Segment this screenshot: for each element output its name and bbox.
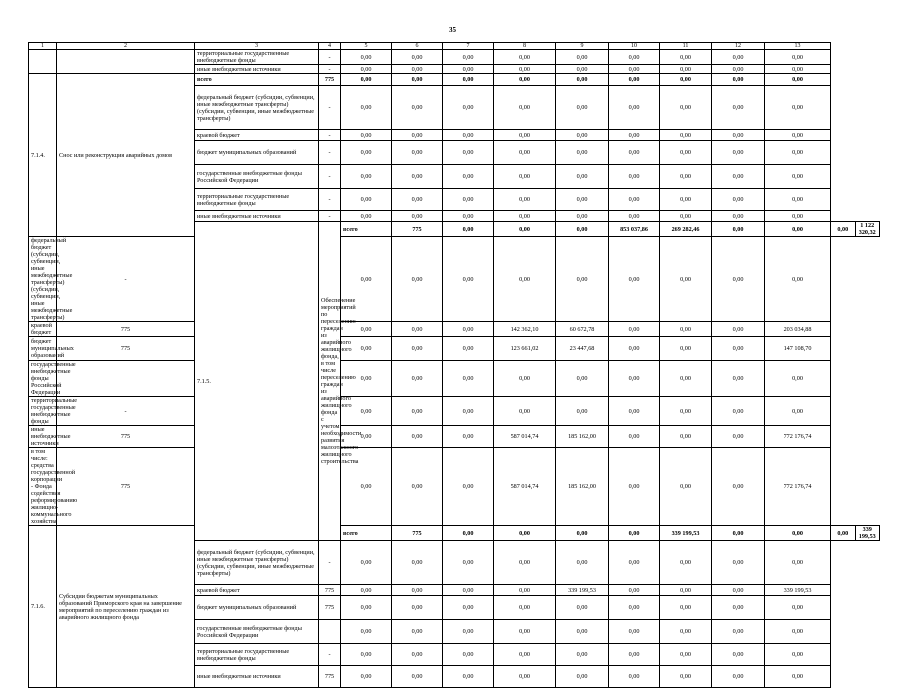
amount-cell: 0,00 bbox=[831, 526, 856, 541]
amount-cell: 0,00 bbox=[494, 620, 556, 644]
amount-cell: 0,00 bbox=[341, 397, 392, 426]
amount-cell: 0,00 bbox=[556, 620, 609, 644]
amount-cell: 0,00 bbox=[494, 526, 556, 541]
header-cell: 10 bbox=[609, 43, 660, 50]
amount-cell: 0,00 bbox=[443, 50, 494, 65]
budget-table bbox=[28, 42, 880, 688]
funding-source-label: бюджет муниципальных образований bbox=[195, 596, 319, 620]
row-description-cell: Снос или реконструкция аварийных домов bbox=[57, 74, 195, 237]
amount-cell: 0,00 bbox=[392, 620, 443, 644]
amount-cell: 0,00 bbox=[712, 361, 765, 397]
amount-cell: 0,00 bbox=[341, 165, 392, 189]
agency-code-cell: 775 bbox=[57, 322, 195, 337]
agency-code-cell: 775 bbox=[319, 596, 341, 620]
amount-cell: 0,00 bbox=[392, 666, 443, 688]
row-description-cell: Обеспечение мероприятий по переселению граждан из аварийного жилищного фонда, в том числе переселению граждан из аварийного жилищного фонда с учетом необходимости развития малоэтажного жилищного строительства bbox=[319, 222, 341, 541]
amount-cell: 0,00 bbox=[392, 596, 443, 620]
amount-cell: 0,00 bbox=[443, 620, 494, 644]
amount-cell: 0,00 bbox=[765, 189, 831, 211]
amount-cell: 0,00 bbox=[660, 448, 712, 526]
amount-cell: 147 108,70 bbox=[765, 337, 831, 361]
amount-cell: 0,00 bbox=[609, 644, 660, 666]
amount-cell: 0,00 bbox=[341, 50, 392, 65]
amount-cell: 0,00 bbox=[556, 165, 609, 189]
amount-cell: 0,00 bbox=[392, 86, 443, 130]
agency-code-cell bbox=[57, 361, 195, 397]
amount-cell: 0,00 bbox=[556, 222, 609, 237]
amount-cell: 60 672,78 bbox=[556, 322, 609, 337]
table-row bbox=[29, 322, 880, 337]
amount-cell: 0,00 bbox=[765, 526, 831, 541]
amount-cell: 0,00 bbox=[712, 141, 765, 165]
table-row bbox=[29, 337, 880, 361]
header-cell: 4 bbox=[319, 43, 341, 50]
funding-source-label: иные внебюджетные источники bbox=[29, 426, 57, 448]
funding-source-label: территориальные государственные внебюджетные фонды bbox=[195, 50, 319, 65]
amount-cell: 587 014,74 bbox=[494, 448, 556, 526]
amount-cell: 339 199,53 bbox=[556, 585, 609, 596]
amount-cell: 0,00 bbox=[556, 596, 609, 620]
amount-cell: 0,00 bbox=[660, 541, 712, 585]
amount-cell: 0,00 bbox=[712, 448, 765, 526]
funding-source-label: бюджет муниципальных образований bbox=[195, 141, 319, 165]
amount-cell: 0,00 bbox=[660, 322, 712, 337]
amount-cell: 0,00 bbox=[494, 644, 556, 666]
amount-cell: 0,00 bbox=[660, 585, 712, 596]
amount-cell: 0,00 bbox=[443, 65, 494, 74]
amount-cell: 0,00 bbox=[392, 189, 443, 211]
amount-cell: 0,00 bbox=[609, 397, 660, 426]
amount-cell: 0,00 bbox=[494, 237, 556, 322]
header-row bbox=[29, 43, 880, 50]
amount-cell: 0,00 bbox=[609, 596, 660, 620]
amount-cell: 0,00 bbox=[609, 666, 660, 688]
amount-cell: 0,00 bbox=[712, 74, 765, 86]
amount-cell: 0,00 bbox=[712, 189, 765, 211]
agency-code-cell: - bbox=[319, 189, 341, 211]
amount-cell: 0,00 bbox=[341, 141, 392, 165]
amount-cell: 0,00 bbox=[660, 141, 712, 165]
amount-cell: 0,00 bbox=[712, 585, 765, 596]
amount-cell: 0,00 bbox=[494, 585, 556, 596]
amount-cell: 0,00 bbox=[765, 666, 831, 688]
amount-cell: 0,00 bbox=[392, 237, 443, 322]
amount-cell: 0,00 bbox=[556, 50, 609, 65]
amount-cell: 0,00 bbox=[660, 337, 712, 361]
amount-cell: 0,00 bbox=[494, 596, 556, 620]
amount-cell: 0,00 bbox=[831, 222, 856, 237]
amount-cell: 853 037,86 bbox=[609, 222, 660, 237]
amount-cell: 0,00 bbox=[443, 222, 494, 237]
amount-cell: 0,00 bbox=[660, 211, 712, 222]
amount-cell: 0,00 bbox=[609, 65, 660, 74]
amount-cell: 0,00 bbox=[494, 211, 556, 222]
amount-cell: 0,00 bbox=[712, 666, 765, 688]
amount-cell: 0,00 bbox=[609, 237, 660, 322]
amount-cell: 0,00 bbox=[660, 50, 712, 65]
amount-cell: 0,00 bbox=[392, 585, 443, 596]
amount-cell: 0,00 bbox=[765, 211, 831, 222]
amount-cell: 0,00 bbox=[712, 211, 765, 222]
amount-cell: 0,00 bbox=[765, 397, 831, 426]
amount-cell: 0,00 bbox=[765, 50, 831, 65]
amount-cell: 0,00 bbox=[556, 130, 609, 141]
table-row bbox=[29, 361, 880, 397]
amount-cell: 0,00 bbox=[341, 585, 392, 596]
amount-cell: 0,00 bbox=[556, 361, 609, 397]
amount-cell: 0,00 bbox=[609, 189, 660, 211]
amount-cell: 0,00 bbox=[609, 426, 660, 448]
amount-cell: 587 014,74 bbox=[494, 426, 556, 448]
amount-cell: 0,00 bbox=[609, 130, 660, 141]
table-row bbox=[29, 448, 880, 526]
amount-cell: 0,00 bbox=[765, 86, 831, 130]
amount-cell: 0,00 bbox=[765, 644, 831, 666]
amount-cell: 0,00 bbox=[556, 211, 609, 222]
amount-cell: 0,00 bbox=[712, 337, 765, 361]
amount-cell: 0,00 bbox=[341, 237, 392, 322]
amount-cell: 0,00 bbox=[392, 397, 443, 426]
amount-cell: 0,00 bbox=[609, 526, 660, 541]
header-cell: 6 bbox=[392, 43, 443, 50]
amount-cell: 0,00 bbox=[341, 130, 392, 141]
amount-cell: 0,00 bbox=[494, 50, 556, 65]
amount-cell: 0,00 bbox=[712, 426, 765, 448]
amount-cell: 0,00 bbox=[392, 141, 443, 165]
amount-cell: 0,00 bbox=[443, 322, 494, 337]
amount-cell: 0,00 bbox=[341, 337, 392, 361]
agency-code-cell: - bbox=[319, 541, 341, 585]
amount-cell: 0,00 bbox=[556, 189, 609, 211]
amount-cell: 0,00 bbox=[443, 585, 494, 596]
amount-cell: 0,00 bbox=[443, 448, 494, 526]
amount-cell: 0,00 bbox=[341, 426, 392, 448]
header-cell: 2 bbox=[57, 43, 195, 50]
funding-source-label: иные внебюджетные источники bbox=[195, 211, 319, 222]
amount-cell: 0,00 bbox=[443, 86, 494, 130]
amount-cell: 0,00 bbox=[660, 165, 712, 189]
amount-cell: 0,00 bbox=[341, 620, 392, 644]
amount-cell: 0,00 bbox=[660, 130, 712, 141]
amount-cell: 0,00 bbox=[712, 50, 765, 65]
amount-cell: 0,00 bbox=[660, 397, 712, 426]
agency-code-cell: 775 bbox=[319, 585, 341, 596]
amount-cell: 0,00 bbox=[494, 74, 556, 86]
amount-cell: 0,00 bbox=[392, 361, 443, 397]
amount-cell: 0,00 bbox=[556, 65, 609, 74]
amount-cell: 0,00 bbox=[443, 666, 494, 688]
amount-cell: 0,00 bbox=[556, 541, 609, 585]
amount-cell: 0,00 bbox=[341, 596, 392, 620]
amount-cell: 0,00 bbox=[765, 596, 831, 620]
amount-cell: 0,00 bbox=[443, 361, 494, 397]
amount-cell: 0,00 bbox=[609, 448, 660, 526]
amount-cell: 0,00 bbox=[494, 397, 556, 426]
amount-cell: 0,00 bbox=[765, 165, 831, 189]
amount-cell: 339 199,53 bbox=[765, 585, 831, 596]
amount-cell: 0,00 bbox=[556, 526, 609, 541]
amount-cell: 0,00 bbox=[443, 74, 494, 86]
row-code-cell: 7.1.4. bbox=[29, 74, 57, 237]
amount-cell: 0,00 bbox=[341, 86, 392, 130]
header-cell: 12 bbox=[712, 43, 765, 50]
amount-cell: 0,00 bbox=[712, 620, 765, 644]
funding-source-label: государственные внебюджетные фонды Российской Федерации bbox=[195, 620, 319, 644]
amount-cell: 0,00 bbox=[765, 237, 831, 322]
row-description-cell bbox=[57, 50, 195, 74]
header-cell: 8 bbox=[494, 43, 556, 50]
amount-cell: 0,00 bbox=[341, 361, 392, 397]
amount-cell: 0,00 bbox=[712, 65, 765, 74]
amount-cell: 772 176,74 bbox=[765, 426, 831, 448]
amount-cell: 0,00 bbox=[494, 65, 556, 74]
amount-cell: 0,00 bbox=[660, 189, 712, 211]
agency-code-cell: - bbox=[57, 237, 195, 322]
amount-cell: 0,00 bbox=[660, 596, 712, 620]
header-cell: 7 bbox=[443, 43, 494, 50]
amount-cell: 0,00 bbox=[712, 237, 765, 322]
agency-code-cell: 775 bbox=[392, 222, 443, 237]
agency-code-cell: 775 bbox=[392, 526, 443, 541]
amount-cell: 0,00 bbox=[494, 130, 556, 141]
amount-cell: 0,00 bbox=[660, 65, 712, 74]
agency-code-cell: 775 bbox=[57, 337, 195, 361]
amount-cell: 339 199,53 bbox=[855, 526, 880, 541]
amount-cell: 185 162,00 bbox=[556, 426, 609, 448]
amount-cell: 1 122 320,32 bbox=[855, 222, 880, 237]
funding-source-label: всего bbox=[195, 74, 319, 86]
row-description-cell: Субсидии бюджетам муниципальных образований Приморского края на завершение мероприятий по переселению граждан из аварийного жилищного фонда bbox=[57, 526, 195, 688]
amount-cell: 0,00 bbox=[494, 361, 556, 397]
amount-cell: 0,00 bbox=[712, 596, 765, 620]
amount-cell: 0,00 bbox=[556, 237, 609, 322]
amount-cell: 0,00 bbox=[392, 165, 443, 189]
amount-cell: 0,00 bbox=[443, 130, 494, 141]
amount-cell: 0,00 bbox=[494, 189, 556, 211]
amount-cell: 0,00 bbox=[494, 141, 556, 165]
amount-cell: 0,00 bbox=[609, 74, 660, 86]
amount-cell: 0,00 bbox=[341, 322, 392, 337]
amount-cell: 0,00 bbox=[712, 222, 765, 237]
amount-cell: 23 447,68 bbox=[556, 337, 609, 361]
amount-cell: 0,00 bbox=[443, 526, 494, 541]
amount-cell: 0,00 bbox=[443, 211, 494, 222]
header-cell: 3 bbox=[195, 43, 319, 50]
amount-cell: 0,00 bbox=[660, 237, 712, 322]
amount-cell: 0,00 bbox=[443, 426, 494, 448]
amount-cell: 0,00 bbox=[556, 397, 609, 426]
funding-source-label: территориальные государственные внебюджетные фонды bbox=[195, 189, 319, 211]
table-row bbox=[29, 426, 880, 448]
amount-cell: 0,00 bbox=[341, 448, 392, 526]
funding-source-label: федеральный бюджет (субсидии, субвенции, иные межбюджетные трансферты) (субсидии, субвенции, иные межбюджетные трансферты) bbox=[195, 541, 319, 585]
amount-cell: 0,00 bbox=[556, 74, 609, 86]
amount-cell: 0,00 bbox=[443, 596, 494, 620]
amount-cell: 339 199,53 bbox=[660, 526, 712, 541]
funding-source-label: территориальные государственные внебюджетные фонды bbox=[29, 397, 57, 426]
table-row bbox=[29, 74, 880, 86]
amount-cell: 0,00 bbox=[556, 666, 609, 688]
amount-cell: 0,00 bbox=[443, 644, 494, 666]
amount-cell: 0,00 bbox=[765, 130, 831, 141]
header-cell: 11 bbox=[660, 43, 712, 50]
amount-cell: 0,00 bbox=[443, 165, 494, 189]
amount-cell: 0,00 bbox=[443, 237, 494, 322]
amount-cell: 0,00 bbox=[443, 189, 494, 211]
header-cell: 13 bbox=[765, 43, 831, 50]
header-cell: 1 bbox=[29, 43, 57, 50]
amount-cell: 0,00 bbox=[712, 397, 765, 426]
amount-cell: 0,00 bbox=[765, 541, 831, 585]
amount-cell: 0,00 bbox=[609, 165, 660, 189]
amount-cell: 0,00 bbox=[609, 541, 660, 585]
amount-cell: 142 362,10 bbox=[494, 322, 556, 337]
table-row bbox=[29, 526, 880, 541]
amount-cell: 0,00 bbox=[392, 130, 443, 141]
amount-cell: 0,00 bbox=[712, 165, 765, 189]
amount-cell: 0,00 bbox=[660, 644, 712, 666]
amount-cell: 0,00 bbox=[341, 644, 392, 666]
amount-cell: 0,00 bbox=[341, 65, 392, 74]
amount-cell: 0,00 bbox=[609, 141, 660, 165]
agency-code-cell: - bbox=[319, 644, 341, 666]
funding-source-label: государственные внебюджетные фонды Российской Федерации bbox=[195, 165, 319, 189]
amount-cell: 0,00 bbox=[443, 397, 494, 426]
amount-cell: 0,00 bbox=[494, 222, 556, 237]
table-row bbox=[29, 50, 880, 65]
amount-cell: 0,00 bbox=[392, 65, 443, 74]
amount-cell: 0,00 bbox=[712, 526, 765, 541]
funding-source-label: иные внебюджетные источники bbox=[195, 65, 319, 74]
amount-cell: 0,00 bbox=[392, 541, 443, 585]
agency-code-cell: - bbox=[319, 86, 341, 130]
amount-cell: 0,00 bbox=[660, 74, 712, 86]
amount-cell: 0,00 bbox=[765, 65, 831, 74]
amount-cell: 0,00 bbox=[494, 86, 556, 130]
agency-code-cell: 775 bbox=[319, 666, 341, 688]
amount-cell: 0,00 bbox=[765, 361, 831, 397]
agency-code-cell: 775 bbox=[57, 426, 195, 448]
table-row bbox=[29, 397, 880, 426]
amount-cell: 0,00 bbox=[660, 86, 712, 130]
amount-cell: 185 162,00 bbox=[556, 448, 609, 526]
amount-cell: 0,00 bbox=[341, 666, 392, 688]
amount-cell: 0,00 bbox=[765, 222, 831, 237]
page-number: 35 bbox=[449, 26, 456, 34]
amount-cell: 0,00 bbox=[765, 141, 831, 165]
amount-cell: 0,00 bbox=[494, 165, 556, 189]
agency-code-cell: - bbox=[319, 165, 341, 189]
funding-source-label: территориальные государственные внебюджетные фонды bbox=[195, 644, 319, 666]
agency-code-cell: - bbox=[319, 50, 341, 65]
amount-cell: 123 661,02 bbox=[494, 337, 556, 361]
amount-cell: 0,00 bbox=[443, 141, 494, 165]
table-row bbox=[29, 237, 880, 322]
amount-cell: 0,00 bbox=[660, 666, 712, 688]
amount-cell: 0,00 bbox=[660, 361, 712, 397]
amount-cell: 269 282,46 bbox=[660, 222, 712, 237]
amount-cell: 0,00 bbox=[712, 86, 765, 130]
agency-code-cell: - bbox=[319, 211, 341, 222]
amount-cell: 0,00 bbox=[494, 666, 556, 688]
funding-source-label: государственные внебюджетные фонды Российской Федерации bbox=[29, 361, 57, 397]
funding-source-label: всего bbox=[341, 526, 392, 541]
amount-cell: 0,00 bbox=[609, 337, 660, 361]
amount-cell: 0,00 bbox=[392, 644, 443, 666]
amount-cell: 0,00 bbox=[341, 74, 392, 86]
amount-cell: 0,00 bbox=[609, 585, 660, 596]
amount-cell: 0,00 bbox=[392, 322, 443, 337]
agency-code-cell: 775 bbox=[57, 448, 195, 526]
amount-cell: 0,00 bbox=[556, 86, 609, 130]
amount-cell: 0,00 bbox=[712, 130, 765, 141]
amount-cell: 0,00 bbox=[443, 337, 494, 361]
row-code-cell: 7.1.5. bbox=[195, 222, 319, 541]
amount-cell: 0,00 bbox=[609, 50, 660, 65]
amount-cell: 0,00 bbox=[392, 211, 443, 222]
amount-cell: 772 176,74 bbox=[765, 448, 831, 526]
amount-cell: 0,00 bbox=[494, 541, 556, 585]
amount-cell: 0,00 bbox=[609, 211, 660, 222]
row-code-cell bbox=[29, 50, 57, 74]
amount-cell: 0,00 bbox=[341, 541, 392, 585]
amount-cell: 0,00 bbox=[712, 322, 765, 337]
row-code-cell: 7.1.6. bbox=[29, 526, 57, 688]
amount-cell: 0,00 bbox=[392, 448, 443, 526]
funding-source-label: всего bbox=[341, 222, 392, 237]
amount-cell: 0,00 bbox=[712, 541, 765, 585]
amount-cell: 0,00 bbox=[392, 337, 443, 361]
header-cell: 5 bbox=[341, 43, 392, 50]
agency-code-cell: - bbox=[57, 397, 195, 426]
amount-cell: 0,00 bbox=[765, 74, 831, 86]
funding-source-label: федеральный бюджет (субсидии, субвенции, иные межбюджетные трансферты) (субсидии, субвенции, иные межбюджетные трансферты) bbox=[195, 86, 319, 130]
agency-code-cell: - bbox=[319, 130, 341, 141]
amount-cell: 203 034,88 bbox=[765, 322, 831, 337]
amount-cell: 0,00 bbox=[341, 211, 392, 222]
agency-code-cell: - bbox=[319, 65, 341, 74]
funding-source-label: краевой бюджет bbox=[29, 322, 57, 337]
amount-cell: 0,00 bbox=[556, 141, 609, 165]
amount-cell: 0,00 bbox=[392, 74, 443, 86]
amount-cell: 0,00 bbox=[392, 50, 443, 65]
agency-code-cell: 775 bbox=[319, 74, 341, 86]
amount-cell: 0,00 bbox=[609, 361, 660, 397]
funding-source-label: иные внебюджетные источники bbox=[195, 666, 319, 688]
funding-source-label: в том числе: средства государственной корпорации - Фонда содействия реформированию жилищно-коммунального хозяйства bbox=[29, 448, 57, 526]
funding-source-label: федеральный бюджет (субсидии, субвенции, иные межбюджетные трансферты) (субсидии, субвенции, иные межбюджетные трансферты) bbox=[29, 237, 57, 322]
amount-cell: 0,00 bbox=[660, 426, 712, 448]
amount-cell: 0,00 bbox=[609, 86, 660, 130]
header-cell: 9 bbox=[556, 43, 609, 50]
amount-cell: 0,00 bbox=[712, 644, 765, 666]
amount-cell: 0,00 bbox=[609, 322, 660, 337]
amount-cell: 0,00 bbox=[765, 620, 831, 644]
amount-cell: 0,00 bbox=[341, 189, 392, 211]
amount-cell: 0,00 bbox=[392, 426, 443, 448]
funding-source-label: бюджет муниципальных образований bbox=[29, 337, 57, 361]
amount-cell: 0,00 bbox=[556, 644, 609, 666]
amount-cell: 0,00 bbox=[660, 620, 712, 644]
agency-code-cell bbox=[319, 620, 341, 644]
amount-cell: 0,00 bbox=[609, 620, 660, 644]
funding-source-label: краевой бюджет bbox=[195, 585, 319, 596]
agency-code-cell: - bbox=[319, 141, 341, 165]
funding-source-label: краевой бюджет bbox=[195, 130, 319, 141]
amount-cell: 0,00 bbox=[443, 541, 494, 585]
